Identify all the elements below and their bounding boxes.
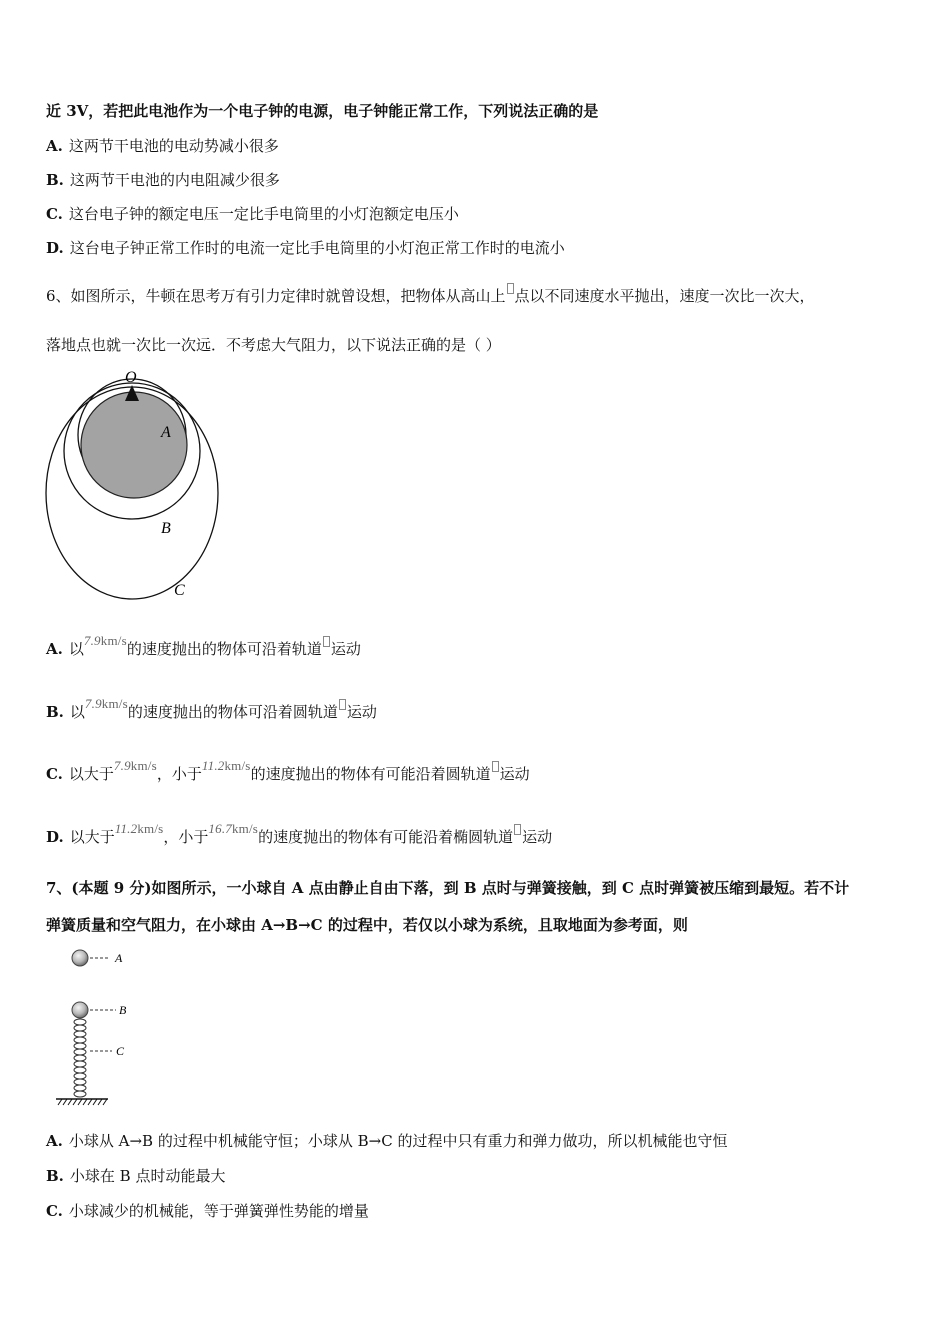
option-letter: C. xyxy=(46,205,63,223)
label-b: B xyxy=(161,520,171,537)
q7-stem-line2: 弹簧质量和空气阻力，在小球由 A→B→C 的过程中，若仅以小球为系统，且取地面为参考面，则 xyxy=(46,916,688,934)
option-text: 这台电子钟的额定电压一定比手电筒里的小灯泡额定电压小 xyxy=(68,205,459,223)
option-letter: B. xyxy=(46,703,64,721)
option-text: 运动 xyxy=(330,640,361,658)
label-a: A xyxy=(115,951,123,965)
option-text: 这台电子钟正常工作时的电流一定比手电筒里的小灯泡正常工作时的电流小 xyxy=(69,239,565,257)
option-letter: D. xyxy=(46,239,64,257)
option-text: 这两节干电池的内电阻减少很多 xyxy=(69,171,280,189)
label-o: O xyxy=(125,369,137,386)
option-letter: B. xyxy=(46,1167,64,1185)
q5-option-a xyxy=(46,136,279,156)
option-text: ，小于 xyxy=(163,828,209,846)
option-text: 小球在 B 点时动能最大 xyxy=(69,1167,226,1185)
q5-stem: 近 3V，若把此电池作为一个电子钟的电源，电子钟能正常工作，下列说法正确的是 xyxy=(46,102,599,120)
label-c: C xyxy=(116,1044,125,1058)
velocity-unit: km/s xyxy=(130,758,157,773)
q6-stem-part: 点以不同速度水平抛出，速度一次比一次大， xyxy=(514,287,815,305)
velocity-value: 7.9 xyxy=(83,633,101,648)
missing-glyph-box xyxy=(339,699,346,710)
option-letter: D. xyxy=(46,828,64,846)
q5-option-b xyxy=(46,170,280,190)
q7-option-a xyxy=(46,1131,727,1151)
option-text: 运动 xyxy=(346,703,377,721)
option-text: 运动 xyxy=(522,828,553,846)
velocity-unit: km/s xyxy=(101,696,128,711)
q6-option-c xyxy=(46,758,530,785)
option-text: 这两节干电池的电动势减小很多 xyxy=(68,137,279,155)
velocity-value: 16.7 xyxy=(208,821,232,836)
option-text: 以 xyxy=(68,640,84,658)
label-c: C xyxy=(174,582,185,599)
option-text: 的速度抛出的物体有可能沿着椭圆轨道 xyxy=(258,828,514,846)
q7-option-b xyxy=(46,1166,225,1186)
missing-glyph-box xyxy=(507,283,514,294)
option-text: 以 xyxy=(69,703,85,721)
q6-stem-line2: 落地点也就一次比一次远．不考虑大气阻力，以下说法正确的是（ ） xyxy=(46,336,501,354)
earth xyxy=(81,392,187,498)
option-letter: B. xyxy=(46,171,64,189)
velocity-unit: km/s xyxy=(224,758,251,773)
q6-stem-line1 xyxy=(46,286,815,306)
velocity-unit: km/s xyxy=(231,821,259,836)
option-letter: C. xyxy=(46,1202,63,1220)
velocity-value: 7.9 xyxy=(84,696,102,711)
q5-option-d xyxy=(46,238,565,258)
option-text: 小球从 A→B 的过程中机械能守恒；小球从 B→C 的过程中只有重力和弹力做功，所以机械能也守恒 xyxy=(68,1132,728,1150)
q6-option-d xyxy=(46,821,553,848)
option-text: 以大于 xyxy=(69,828,115,846)
q6-option-a xyxy=(46,633,361,660)
option-letter: A. xyxy=(46,137,63,155)
label-a: A xyxy=(161,424,171,441)
velocity xyxy=(208,821,258,836)
velocity xyxy=(115,821,164,836)
option-text: 运动 xyxy=(499,765,530,783)
q5-option-c xyxy=(46,204,459,224)
q7-option-c xyxy=(46,1201,369,1221)
option-text: 的速度抛出的物体有可能沿着圆轨道 xyxy=(250,765,491,783)
option-letter: C. xyxy=(46,765,63,783)
q6-stem-part: 6、如图所示，牛顿在思考万有引力定律时就曾设想，把物体从高山上 xyxy=(46,287,506,305)
ground-hatch xyxy=(58,1099,107,1105)
missing-glyph-box xyxy=(492,761,499,772)
velocity xyxy=(85,696,128,711)
missing-glyph-box xyxy=(514,824,521,835)
q7-stem-line1: 7、(本题 9 分)如图所示，一小球自 A 点由静止自由下落，到 B 点时与弹簧接触，到 C 点时弹簧被压缩到最短。若不计 xyxy=(46,879,850,897)
velocity xyxy=(84,633,127,648)
missing-glyph-box xyxy=(323,636,330,647)
velocity-value: 7.9 xyxy=(113,758,131,773)
spring xyxy=(74,1019,86,1097)
velocity-unit: km/s xyxy=(137,821,164,836)
option-letter: A. xyxy=(46,1132,63,1150)
q6-option-b xyxy=(46,696,377,723)
spring-figure xyxy=(50,944,150,1114)
velocity xyxy=(114,758,157,773)
option-text: 以大于 xyxy=(68,765,114,783)
ball-at-b xyxy=(72,1002,88,1018)
option-text: 小球减少的机械能，等于弹簧弹性势能的增量 xyxy=(68,1202,369,1220)
velocity-value: 11.2 xyxy=(201,758,225,773)
option-text: 的速度抛出的物体可沿着轨道 xyxy=(126,640,322,658)
option-text: 的速度抛出的物体可沿着圆轨道 xyxy=(127,703,338,721)
label-b: B xyxy=(119,1003,127,1017)
option-letter: A. xyxy=(46,640,63,658)
velocity-unit: km/s xyxy=(100,633,127,648)
velocity-value: 11.2 xyxy=(114,821,138,836)
velocity xyxy=(202,758,251,773)
ball-at-a xyxy=(72,950,88,966)
orbit-figure xyxy=(40,365,230,605)
option-text: ，小于 xyxy=(156,765,202,783)
